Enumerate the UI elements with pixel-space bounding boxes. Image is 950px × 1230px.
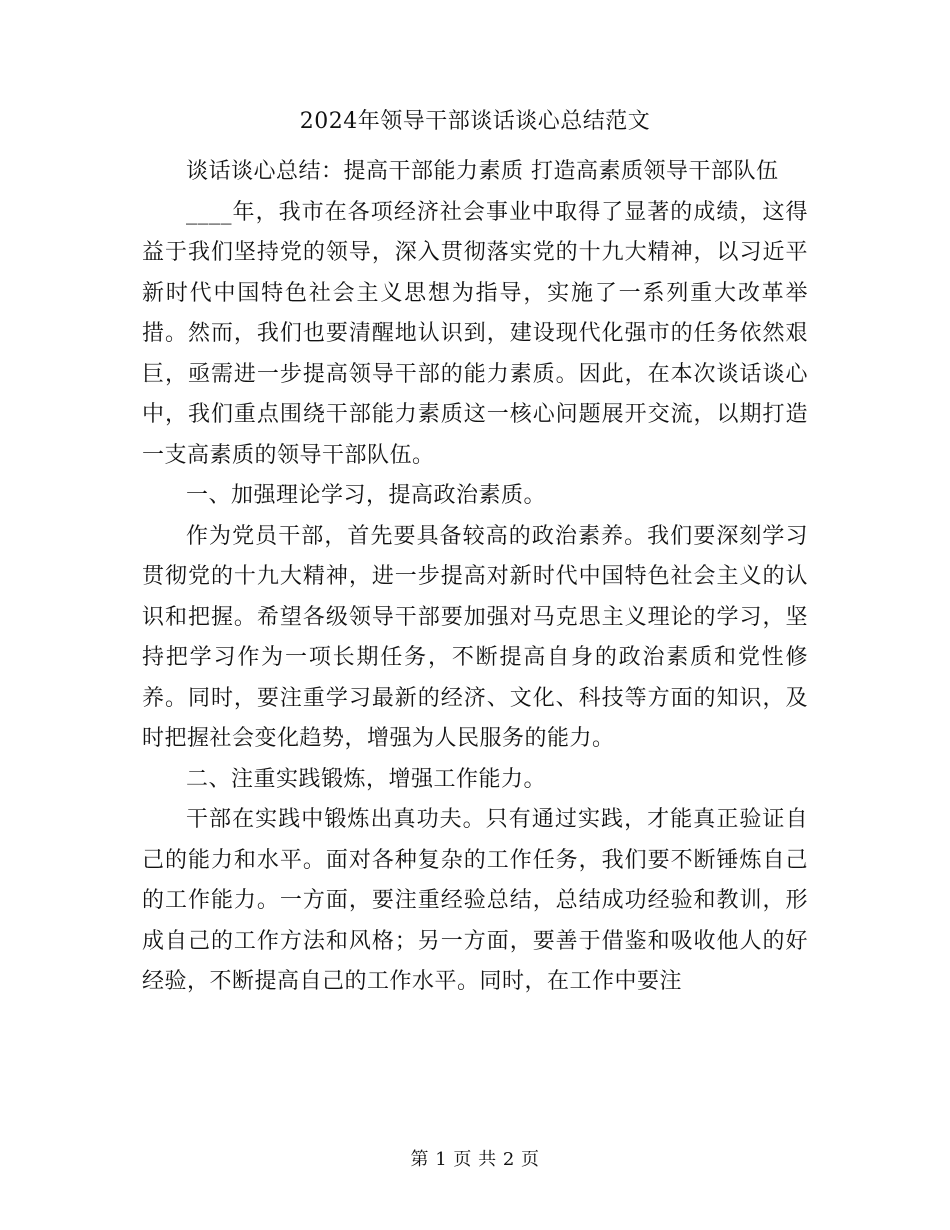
section-2-paragraph: 干部在实践中锻炼出真功夫。只有通过实践，才能真正验证自己的能力和水平。面对各种复杂的工作任务，我们要不断锤炼自己的工作能力。一方面，要注重经验总结，总结成功经验和教训，形成自己的工作方法和风格；另一方面，要善于借鉴和吸收他人的好经验，不断提高自己的工作水平。同时，在工作中要注: [142, 807, 808, 994]
page-indicator: 第 1 页 共 2 页: [410, 1149, 540, 1170]
section-heading-2: 二、注重实践锻炼，增强工作能力。: [186, 766, 547, 792]
document-body: [142, 152, 808, 1003]
subtitle-paragraph: 谈话谈心总结：提高干部能力素质 打造高素质领导干部队伍: [186, 159, 779, 184]
document-title: 2024年领导干部谈话谈心总结范文: [299, 109, 651, 134]
section-1-paragraph: 作为党员干部，首先要具备较高的政治素养。我们要深刻学习贯彻党的十九大精神，进一步提高对新时代中国特色社会主义的认识和把握。希望各级领导干部要加强对马克思主义理论的学习，坚持把学习作为一项长期任务，不断提高自身的政治素质和党性修养。同时，要注重学习最新的经济、文化、科技等方面的知识，及时把握社会变化趋势，增强为人民服务的能力。: [142, 523, 808, 751]
section-heading-1: 一、加强理论学习，提高政治素质。: [186, 483, 547, 508]
intro-paragraph: ____年，我市在各项经济社会事业中取得了显著的成绩，这得益于我们坚持党的领导，深入贯彻落实党的十九大精神，以习近平新时代中国特色社会主义思想为指导，实施了一系列重大改革举措。然而，我们也要清醒地认识到，建设现代化强市的任务依然艰巨，亟需进一步提高领导干部的能力素质。因此，在本次谈话谈心中，我们重点围绕干部能力素质这一核心问题展开交流，以期打造一支高素质的领导干部队伍。: [142, 199, 808, 468]
